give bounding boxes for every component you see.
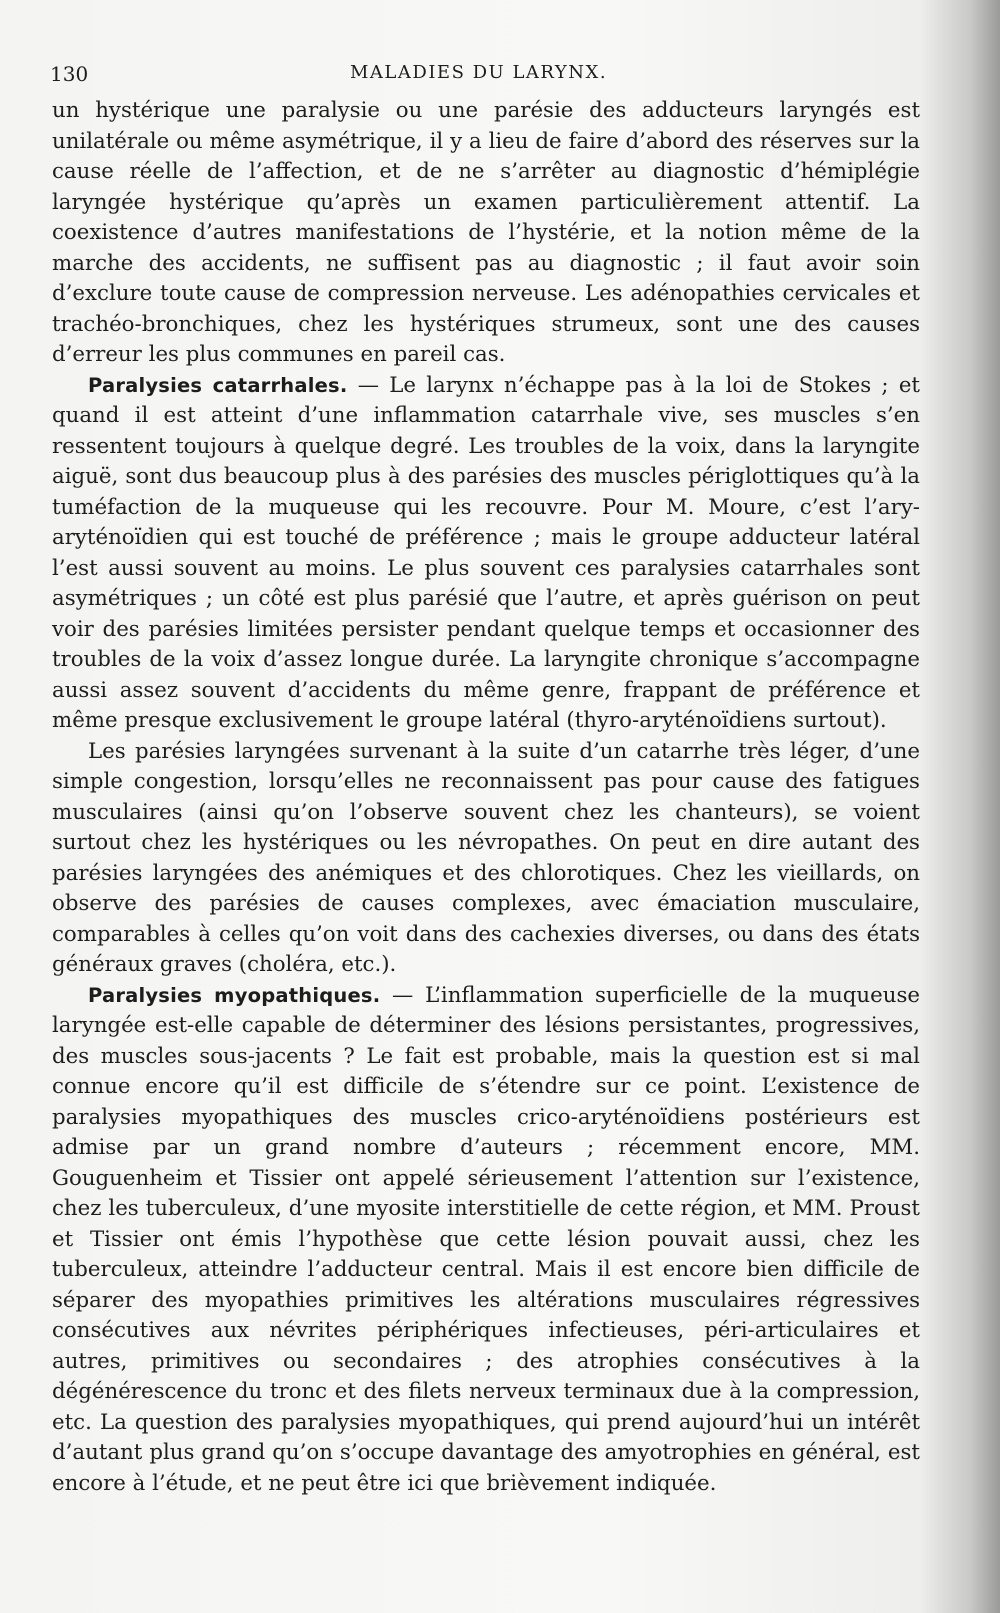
section-heading-catarrhal: Paralysies catarrhales.	[88, 373, 348, 397]
body-text	[52, 96, 920, 1499]
paragraph-text: un hystérique une paralysie ou une parésie des adducteurs laryngés est unilatérale ou même asymétrique, il y a lieu de faire d’abord des réserves sur la cause réelle de l’affection, et de ne s’arrêter au diagnostic d’hémiplégie laryngée hystérique qu’après un examen particulièrement attentif. La coexistence d’autres manifestations de l’hystérie, et la notion même de la marche des accidents, ne suffisent pas au diagnostic ; il faut avoir soin d’exclure toute cause de compression nerveuse. Les adénopathies cervicales et trachéo-bronchiques, chez les hystériques strumeux, sont une des causes d’erreur les plus communes en pareil cas.	[52, 98, 920, 367]
paragraph-paresis	[52, 737, 920, 981]
paragraph-catarrhal	[52, 371, 920, 737]
paragraph-text: Les parésies laryngées survenant à la suite d’un catarrhe très léger, d’une simple congestion, lorsqu’elles ne reconnaissent pas pour cause des fatigues musculaires (ainsi qu’on l’observe souvent chez les chanteurs), se voient surtout chez les hystériques ou les névropathes. On peut en dire autant des parésies laryngées des anémiques et des chlorotiques. Chez les vieillards, on observe des parésies de causes complexes, avec émaciation musculaire, comparables à celles qu’on voit dans des cachexies diverses, ou dans des états généraux graves (choléra, etc.).	[52, 738, 920, 977]
page-number: 130	[50, 62, 89, 86]
paragraph-myopathic	[52, 981, 920, 1500]
paragraph-text: — L’inflammation superficielle de la muqueuse laryngée est-elle capable de déterminer des lésions persistantes, progressives, des muscles sous-jacents ? Le fait est probable, mais la question est si mal connue encore qu’il est difficile de s’étendre sur ce point. L’existence de paralysies myopathiques des muscles crico-aryténoïdiens postérieurs est admise par un grand nombre d’auteurs ; récemment encore, MM. Gouguenheim et Tissier ont appelé sérieusement l’attention sur l’existence, chez les tuberculeux, d’une myosite interstitielle de cette région, et MM. Proust et Tissier ont émis l’hypothèse que cette lésion pouvait aussi, chez les tuberculeux, atteindre l’adducteur central. Mais il est encore bien difficile de séparer des myopathies primitives les altérations musculaires régressives consécutives aux névrites périphériques infectieuses, péri-articulaires et autres, primitives ou secondaires ; des atrophies consécutives à la dégénérescence du tronc et des filets nerveux terminaux due à la compression, etc. La question des paralysies myopathiques, qui prend aujourd’hui un intérêt d’autant plus grand qu’on s’occupe davantage des amyotrophies en général, est encore à l’étude, et ne peut être ici que brièvement indiquée.	[52, 982, 920, 1496]
section-heading-myopathic: Paralysies myopathiques.	[88, 983, 381, 1007]
paragraph-text: — Le larynx n’échappe pas à la loi de Stokes ; et quand il est atteint d’une inflammation catarrhale vive, ses muscles s’en ressentent toujours à quelque degré. Les troubles de la voix, dans la laryngite aiguë, sont dus beaucoup plus à des parésies des muscles périglottiques qu’à la tuméfaction de la muqueuse qui les recouvre. Pour M. Moure, c’est l’ary-aryténoïdien qui est touché de préférence ; mais le groupe adducteur latéral l’est aussi souvent au moins. Le plus souvent ces paralysies catarrhales sont asymétriques ; un côté est plus parésié que l’autre, et après guérison on peut voir des parésies limitées persister pendant quelque temps et occasionner des troubles de la voix d’assez longue durée. La laryngite chronique s’accompagne aussi assez souvent d’accidents du même genre, frappant de préférence et même presque exclusivement le groupe latéral (thyro-aryténoïdiens surtout).	[52, 372, 920, 733]
page-header	[50, 62, 910, 92]
running-title: MALADIES DU LARYNX.	[350, 62, 608, 83]
paragraph-hysterical-continuation	[52, 96, 920, 371]
